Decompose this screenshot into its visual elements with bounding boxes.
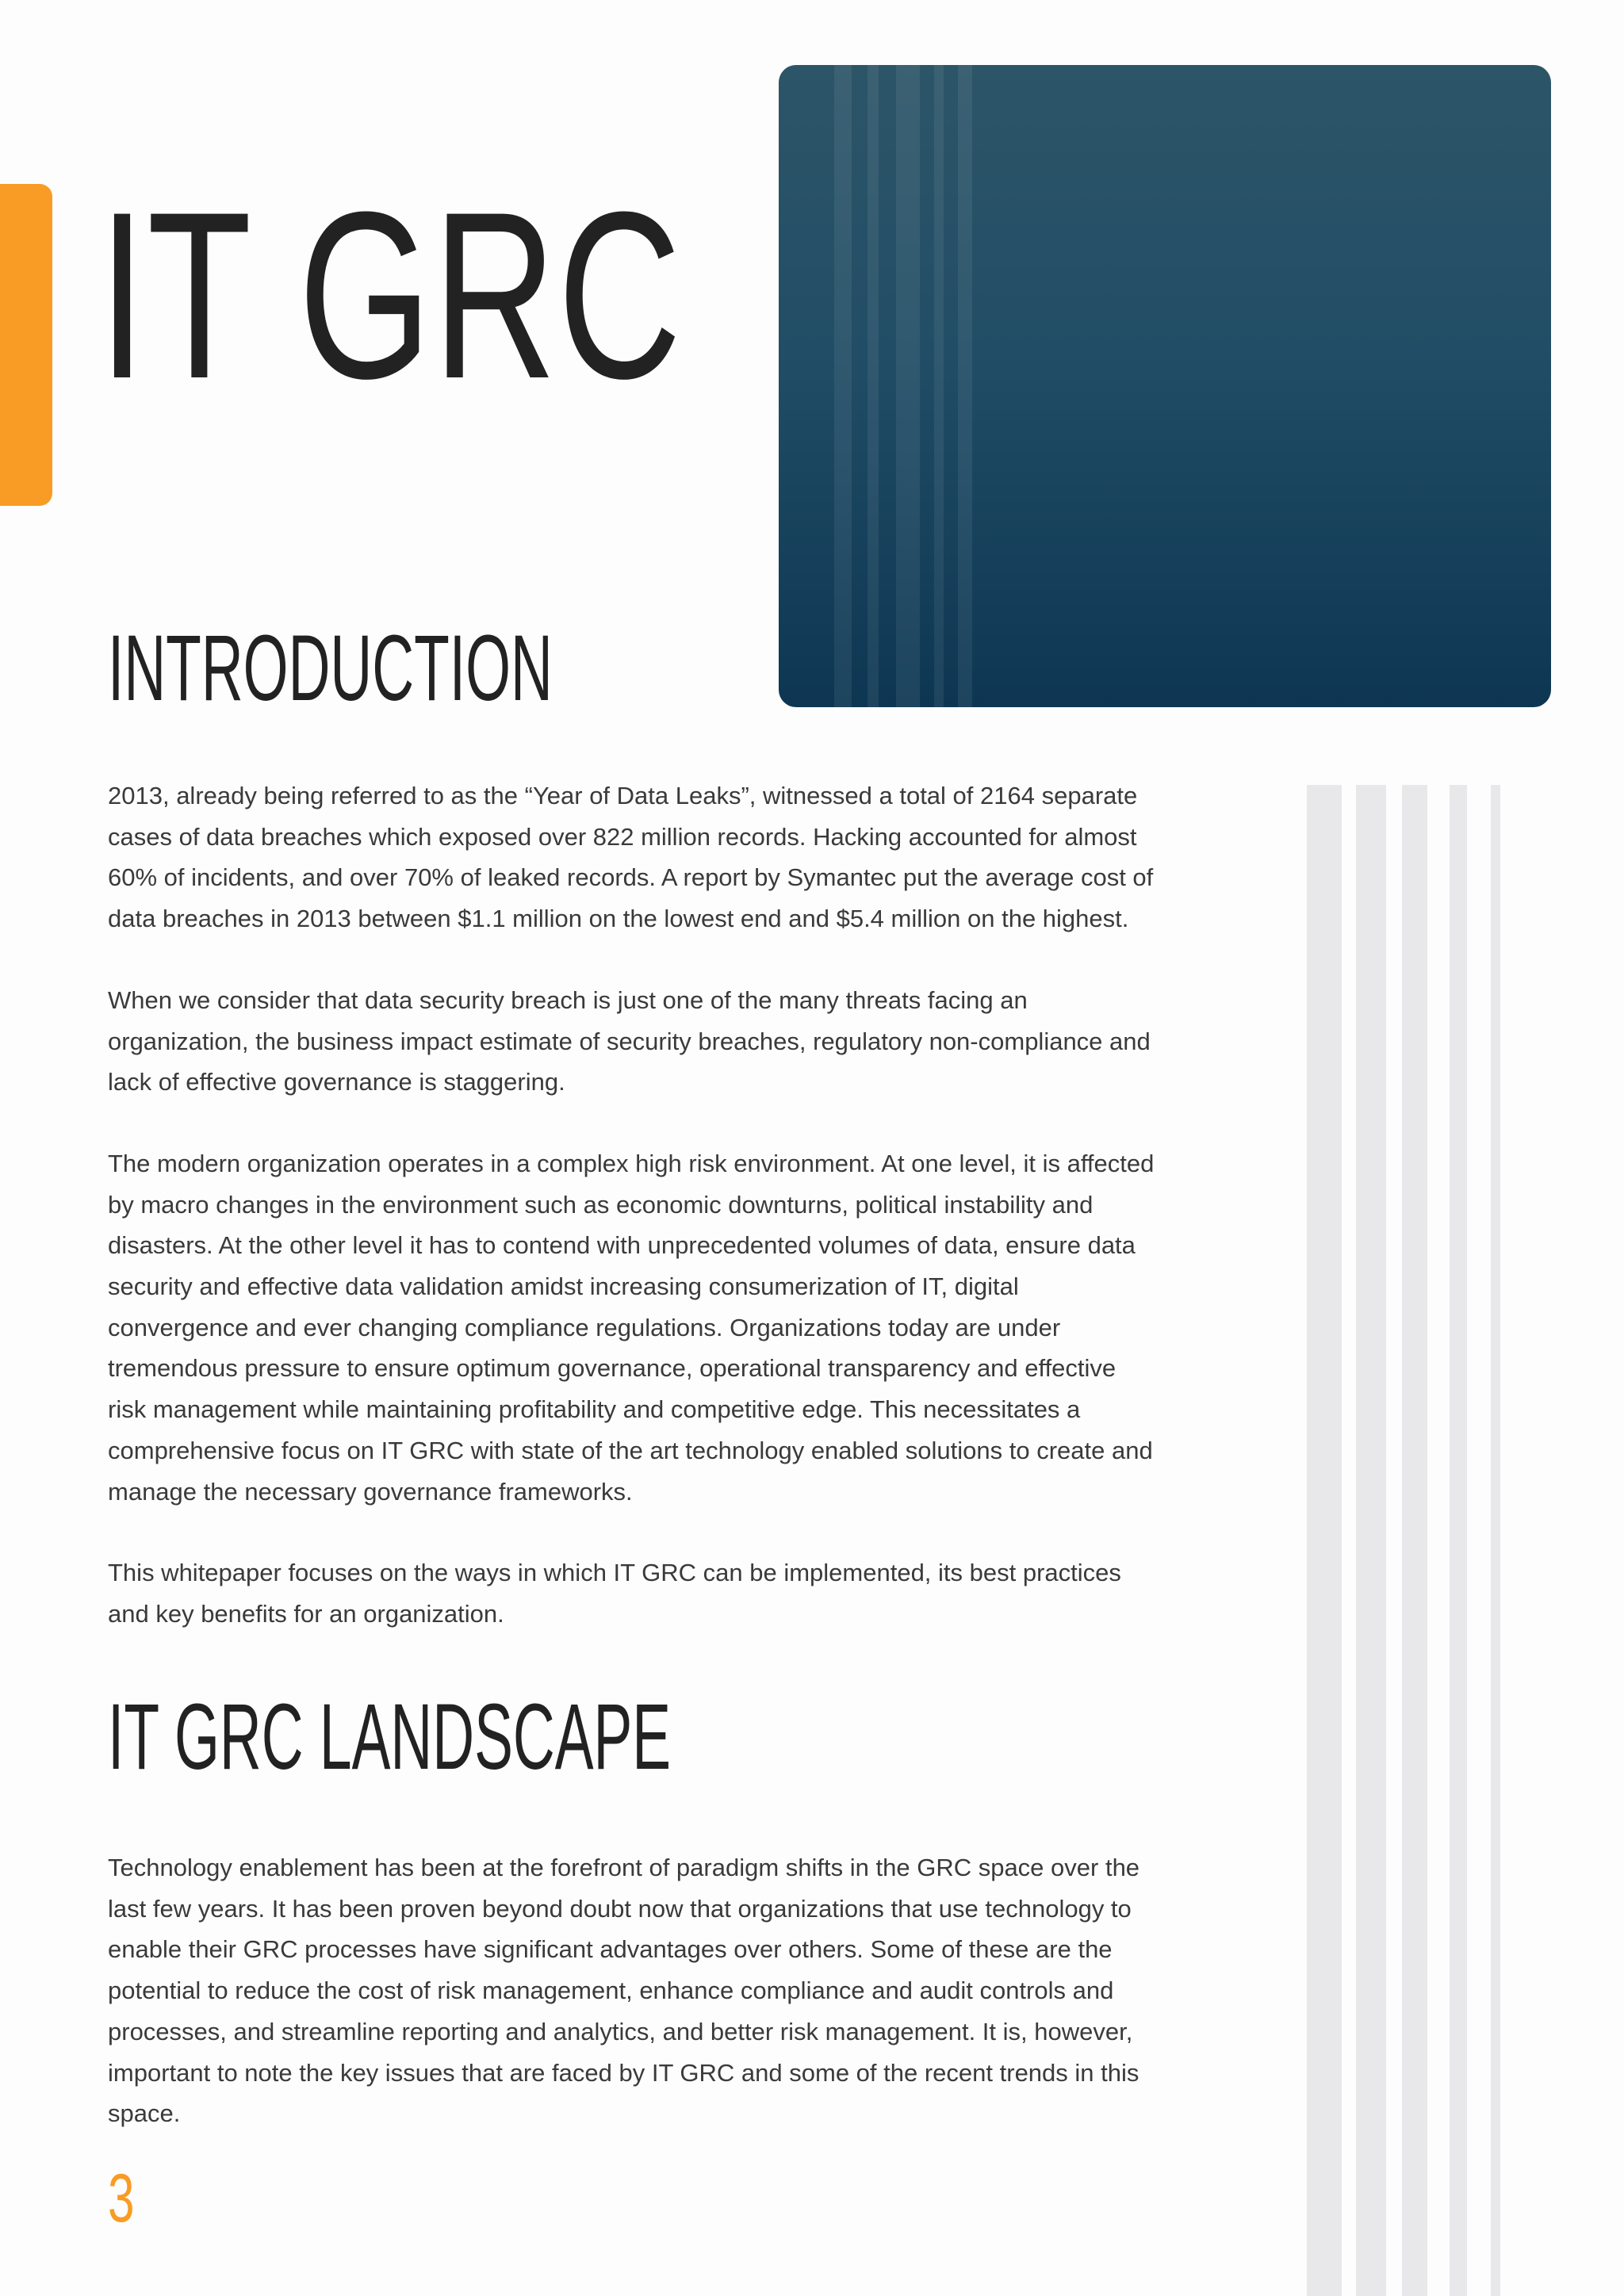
hero-image-panel [779, 65, 1551, 707]
decorative-bar [1356, 785, 1386, 2296]
paragraph: When we consider that data security breach is just one of the many threats facing an organization, the business impact estimate of security breaches, regulatory non-compliance and lack of effective governance is staggering. [108, 985, 1151, 1096]
paragraph: This whitepaper focuses on the ways in which IT GRC can be implemented, its best practices and key benefits for an organization. [108, 1559, 1121, 1628]
landscape-heading: IT GRC LANDSCAPE [108, 1685, 672, 1789]
paragraph: 2013, already being referred to as the “Year of Data Leaks”, witnessed a total of 2164 separate cases of data breaches which exposed over 822 million records. Hacking accounted for almost 60% of incidents, and over 70% of leaked records. A report by Symantec put the average cost of data breaches in 2013 between $1.1 million on the lowest end and $5.4 million on the highest. [108, 782, 1154, 933]
hero-stripe [896, 65, 920, 707]
paragraph: Technology enablement has been at the forefront of paradigm shifts in the GRC space over the last few years. It has been proven beyond doubt now that organizations that use technology to enable their GRC processes have significant advantages over others. Some of these are the potential to reduce the cost of risk management, enhance compliance and audit controls and processes, and streamline reporting and analytics, and better risk management. It is, however, important to note the key issues that are faced by IT GRC and some of the recent trends in this space. [108, 1854, 1140, 2128]
hero-stripe [934, 65, 944, 707]
decorative-bar [1307, 785, 1342, 2296]
hero-stripe [868, 65, 879, 707]
document-title: IT GRC [98, 162, 683, 428]
paragraph: The modern organization operates in a complex high risk environment. At one level, it is affected by macro changes in the environment such as economic downturns, political instability and disasters. At the other level it has to contend with unprecedented volumes of data, ensure data security and effective data validation amidst increasing consumerization of IT, digital convergence and ever changing compliance regulations. Organizations today are under tremendous pressure to ensure optimum governance, operational transparency and effective risk management while maintaining profitability and competitive edge. This necessitates a comprehensive focus on IT GRC with state of the art technology enabled solutions to create and manage the necessary governance frameworks. [108, 1149, 1155, 1506]
decorative-vertical-bars [1307, 785, 1505, 2296]
landscape-body [108, 1847, 1155, 2175]
decorative-bar [1450, 785, 1467, 2296]
introduction-body [108, 775, 1155, 1675]
hero-stripe [834, 65, 852, 707]
introduction-heading: INTRODUCTION [108, 616, 553, 721]
page-number: 3 [108, 2160, 135, 2237]
decorative-bar [1491, 785, 1500, 2296]
hero-stripe [958, 65, 972, 707]
decorative-bar [1402, 785, 1427, 2296]
orange-accent-tab [0, 184, 52, 506]
